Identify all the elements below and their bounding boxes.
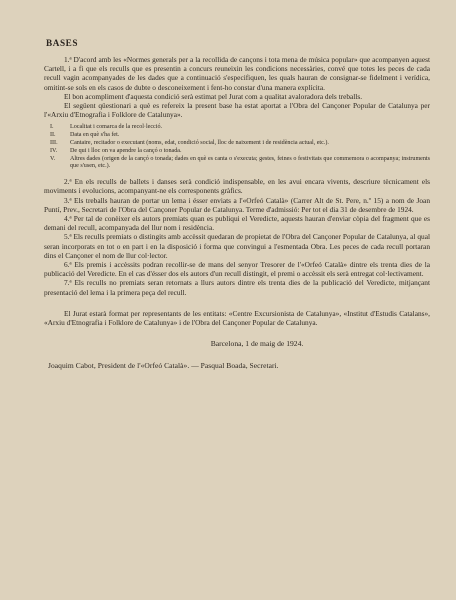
list-item-text: Data en què s'ha fet. (70, 132, 120, 139)
base-2-paragraph: 2.ª En els reculls de ballets i danses serà condició indispensable, en les avui encara vivents, descriure tècnicament els moviments i evolucions, acompanyant-ne els corresponents gràfics. (44, 177, 430, 196)
list-item-text: De qui i lloc on va apendre la cançó o tonada. (70, 147, 182, 154)
list-item (50, 148, 430, 156)
base-4-paragraph: 4.ª Per tal de conèixer els autors premiats quan es publiqui el Veredicte, aquests hauran d'enviar còpia del fragment que es demani del recull, acompanyada del llur nom i residència. (44, 214, 430, 233)
signature-line: Joaquim Cabot, President de l'«Orfeó Català». — Pasqual Boada, Secretari. (48, 361, 279, 371)
list-item-number: V. (50, 155, 56, 162)
base-5-paragraph: 5.ª Els reculls premiats o distingits amb accèssit quedaran de propietat de l'Obra del Cançoner Popular de Catalunya, al qual seran incorporats en tot o en part i en la disposició i forma que convingui a l'esmentada Obra. Les peces de cada recull portaran dins el Cançoner el nom de llur col·lector. (44, 232, 430, 260)
questionnaire-intro: El següent qüestionari a què es refereix la present base ha estat aportat a l'Obra del Cançoner Popular de Catalunya per l'«Arxiu d'Etnografia i Folklore de Catalunya». (44, 101, 430, 120)
base-1-paragraph: 1.ª D'acord amb les «Normes generals per a la recollida de cançons i tota mena de música popular» que acompanyen aquest Cartell, i a fi que els reculls que es presentin a concurs reuneixin les condicions necessàries, convé que totes les peces de cada recull vagin acompanyades de les dades que a continuació s'especifiquen, les quals hauran de consignar-se fidelment i verídica, omitint-se sols en els casos de dubte o desconeixement i fent-ho constar d'una manera explícita. (44, 55, 430, 92)
section-heading: BASES (46, 38, 79, 48)
list-item (50, 156, 430, 172)
date-line: Barcelona, 1 de maig de 1924. (210, 339, 304, 349)
jury-paragraph: El Jurat estarà format per representants de les entitats: «Centre Excursionista de Catalunya», «Institut d'Estudis Catalans», «Arxiu d'Etnografia i Folklore de Catalunya» i de l'Obra del Cançoner Popular de Catalunya. (44, 308, 430, 328)
list-item-number: I. (50, 124, 54, 131)
list-item-number: II. (50, 132, 56, 139)
evaluation-paragraph: El bon acompliment d'aquesta condició serà estimat pel Jurat com a qualitat avaloradora dels treballs. (64, 91, 363, 101)
list-item (50, 132, 430, 140)
list-item-text: Altres dades (origen de la cançó o tonada; dades en què es canta o s'executa; gestes, feines o festivitats que commemora o acompanya; instruments que s'usen, etc.). (70, 155, 430, 170)
list-item (50, 140, 430, 148)
list-item-text: Localitat i comarca de la recol·lecció. (70, 124, 163, 131)
list-item-number: IV. (50, 147, 58, 154)
list-item-text: Cantaire, recitador o executant (noms, edat, condició social, lloc de naixement i de residència actual, etc.). (70, 140, 329, 147)
questionnaire-list (50, 124, 430, 171)
list-item-number: III. (50, 140, 58, 147)
base-7-paragraph: 7.ª Els reculls no premiats seran retornats a llurs autors dintre els trenta dies de la publicació del Veredicte, mitjançant presentació del lema i la primera peça del recull. (44, 278, 430, 297)
base-6-paragraph: 6.ª Els premis i accèssits podran recollir-se de mans del senyor Tresorer de l'«Orfeó Català» dintre els trenta dies de la publicació del Veredicte. En el cas d'ésser dos els autors d'un recull distingit, el premi o accèssit els serà entregat col·lectivament. (44, 260, 430, 279)
base-3-paragraph: 3.ª Els treballs hauran de portar un lema i ésser enviats a l'«Orfeó Català» (Carrer Alt de St. Pere, n.º 15) a nom de Joan Puntí, Prev., Secretari de l'Obra del Cançoner Popular de Catalunya. Terme d'admissió: Per tot el dia 31 de desembre de 1924. (44, 195, 430, 214)
